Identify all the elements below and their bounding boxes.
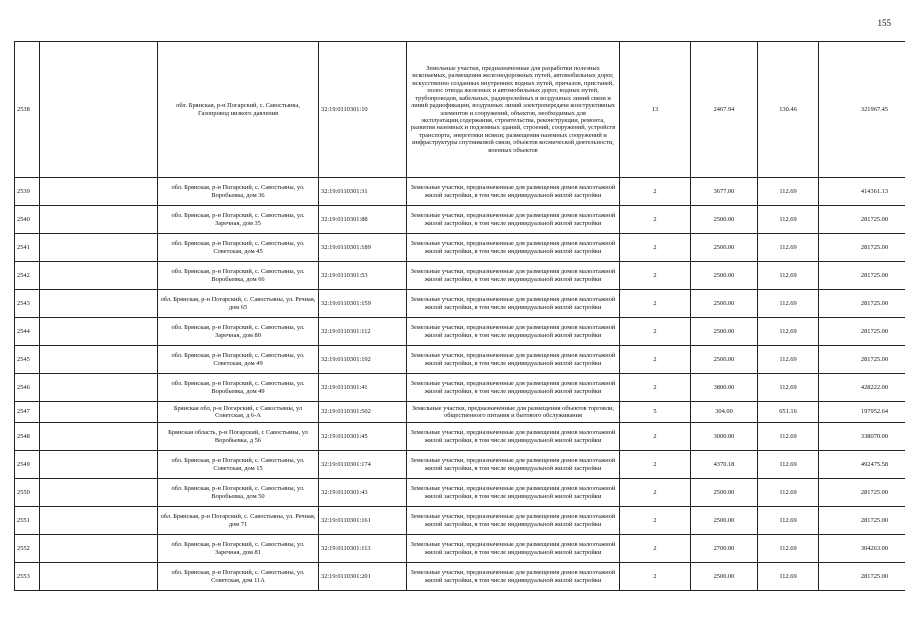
specific-value-cell: 112.69 [758, 346, 819, 374]
address-cell: обл. Брянская, р-н Погарский, с. Савостьяны, ул. Воробьевка, дом 36 [158, 178, 319, 206]
row-number: 2551 [15, 507, 40, 535]
group-cell: 2 [620, 507, 691, 535]
cadastral-number-cell: 32:19:0110301:41 [319, 374, 407, 402]
cadastral-value-cell: 281725.00 [819, 479, 905, 507]
cadastral-value-cell: 281725.00 [819, 262, 905, 290]
area-cell: 4370.18 [691, 451, 758, 479]
specific-value-cell: 112.69 [758, 374, 819, 402]
area-cell: 2500.00 [691, 234, 758, 262]
cadastral-number-cell: 32:19:0110301:201 [319, 563, 407, 591]
area-cell: 2500.00 [691, 346, 758, 374]
address-cell: обл. Брянская, р-н Погарский, с. Савостьяны, ул. Заречная, дом 80 [158, 318, 319, 346]
cadastral-number-cell: 32:19:0110301:112 [319, 318, 407, 346]
group-cell: 2 [620, 346, 691, 374]
cadastral-value-cell: 281725.00 [819, 318, 905, 346]
empty-cell [40, 262, 158, 290]
table-row [15, 290, 905, 318]
table-row [15, 206, 905, 234]
area-cell: 2500.00 [691, 290, 758, 318]
group-cell: 2 [620, 290, 691, 318]
row-number: 2540 [15, 206, 40, 234]
cadastral-value-cell: 281725.00 [819, 290, 905, 318]
address-cell: обл. Брянская, р-н Погарский, с. Савостьяны, ул. Воробьевка, дом 49 [158, 374, 319, 402]
land-use-cell: Земельные участки, предназначенные для размещения домов малоэтажной жилой застройки, в том числе индивидуальной жилой застройки [407, 563, 620, 591]
cadastral-value-cell: 281725.00 [819, 507, 905, 535]
land-use-cell: Земельные участки, предназначенные для размещения домов малоэтажной жилой застройки, в том числе индивидуальной жилой застройки [407, 479, 620, 507]
address-cell: Брянская область, р-н Погарский, с Савостьяны, ул Воробьевка, д 56 [158, 423, 319, 451]
table-row [15, 479, 905, 507]
page-number: 155 [877, 18, 891, 28]
area-cell: 2500.00 [691, 507, 758, 535]
specific-value-cell: 112.69 [758, 451, 819, 479]
specific-value-cell: 651.16 [758, 402, 819, 423]
table-row [15, 451, 905, 479]
cadastral-number-cell: 32:19:0110301:174 [319, 451, 407, 479]
specific-value-cell: 112.69 [758, 563, 819, 591]
table-row [15, 42, 905, 178]
group-cell: 2 [620, 451, 691, 479]
table-body [15, 42, 905, 591]
row-number: 2552 [15, 535, 40, 563]
row-number: 2541 [15, 234, 40, 262]
specific-value-cell: 112.69 [758, 318, 819, 346]
row-number: 2538 [15, 42, 40, 178]
specific-value-cell: 112.69 [758, 423, 819, 451]
address-cell: обл. Брянская, р-н Погарский, с. Савостьяны, ул. Воробьевка, дом 50 [158, 479, 319, 507]
empty-cell [40, 563, 158, 591]
address-cell: обл. Брянская, р-н Погарский, с. Савостьяны, ул. Речная, дом 65 [158, 290, 319, 318]
area-cell: 2500.00 [691, 206, 758, 234]
group-cell: 2 [620, 563, 691, 591]
row-number: 2550 [15, 479, 40, 507]
land-use-cell: Земельные участки, предназначенные для размещения домов малоэтажной жилой застройки, в том числе индивидуальной жилой застройки [407, 178, 620, 206]
specific-value-cell: 112.69 [758, 262, 819, 290]
land-use-cell: Земельные участки, предназначенные для размещения домов малоэтажной жилой застройки, в том числе индивидуальной жилой застройки [407, 535, 620, 563]
cadastral-number-cell: 32:19:0110301:161 [319, 507, 407, 535]
specific-value-cell: 112.69 [758, 479, 819, 507]
land-use-cell: Земельные участки, предназначенные для размещения домов малоэтажной жилой застройки, в том числе индивидуальной жилой застройки [407, 262, 620, 290]
specific-value-cell: 112.69 [758, 507, 819, 535]
cadastral-value-cell: 281725.00 [819, 563, 905, 591]
table-row [15, 374, 905, 402]
address-cell: обл. Брянская, р-н Погарский, с. Савостьяны, ул. Заречная, дом 81 [158, 535, 319, 563]
area-cell: 2500.00 [691, 563, 758, 591]
table-row [15, 178, 905, 206]
table-row [15, 402, 905, 423]
cadastral-value-cell: 321967.45 [819, 42, 905, 178]
table-row [15, 234, 905, 262]
cadastral-value-cell: 414361.13 [819, 178, 905, 206]
group-cell: 2 [620, 234, 691, 262]
cadastral-value-cell: 304263.00 [819, 535, 905, 563]
empty-cell [40, 178, 158, 206]
empty-cell [40, 318, 158, 346]
area-cell: 2500.00 [691, 262, 758, 290]
table-row [15, 346, 905, 374]
group-cell: 2 [620, 318, 691, 346]
table-row [15, 535, 905, 563]
table-row [15, 507, 905, 535]
empty-cell [40, 451, 158, 479]
specific-value-cell: 112.69 [758, 206, 819, 234]
empty-cell [40, 206, 158, 234]
empty-cell [40, 234, 158, 262]
specific-value-cell: 130.46 [758, 42, 819, 178]
cadastral-value-cell: 197952.64 [819, 402, 905, 423]
address-cell: обл. Брянская, р-н Погарский, с. Савостьяны, ул. Заречная, дом 35 [158, 206, 319, 234]
table-row [15, 262, 905, 290]
empty-cell [40, 346, 158, 374]
cadastral-value-cell: 281725.00 [819, 206, 905, 234]
specific-value-cell: 112.69 [758, 535, 819, 563]
empty-cell [40, 535, 158, 563]
address-cell: обл. Брянская, р-н Погарский, с. Савостьяны, ул. Советская, дом 11А [158, 563, 319, 591]
area-cell: 2500.00 [691, 318, 758, 346]
table-row [15, 563, 905, 591]
land-use-cell: Земельные участки, предназначенные для размещения домов малоэтажной жилой застройки, в том числе индивидуальной жилой застройки [407, 374, 620, 402]
row-number: 2545 [15, 346, 40, 374]
row-number: 2539 [15, 178, 40, 206]
land-use-cell: Земельные участки, предназначенные для размещения объектов торговли, общественного питания и бытового обслуживания [407, 402, 620, 423]
land-use-cell: Земельные участки, предназначенные для размещения домов малоэтажной жилой застройки, в том числе индивидуальной жилой застройки [407, 290, 620, 318]
row-number: 2548 [15, 423, 40, 451]
row-number: 2542 [15, 262, 40, 290]
empty-cell [40, 507, 158, 535]
cadastral-number-cell: 32:19:0110301:88 [319, 206, 407, 234]
empty-cell [40, 423, 158, 451]
group-cell: 2 [620, 262, 691, 290]
specific-value-cell: 112.69 [758, 178, 819, 206]
cadastral-value-cell: 281725.00 [819, 346, 905, 374]
group-cell: 2 [620, 423, 691, 451]
cadastral-number-cell: 32:19:0110301:31 [319, 178, 407, 206]
area-cell: 3000.00 [691, 423, 758, 451]
specific-value-cell: 112.69 [758, 234, 819, 262]
land-use-cell: Земельные участки, предназначенные для размещения домов малоэтажной жилой застройки, в том числе индивидуальной жилой застройки [407, 346, 620, 374]
cadastral-value-cell: 428222.00 [819, 374, 905, 402]
land-use-cell: Земельные участки, предназначенные для размещения домов малоэтажной жилой застройки, в том числе индивидуальной жилой застройки [407, 206, 620, 234]
address-cell: обл. Брянская, р-н Погарский, с. Савостьяны, ул. Советская, дом 45 [158, 234, 319, 262]
cadastral-number-cell: 32:19:0110301:113 [319, 535, 407, 563]
land-use-cell: Земельные участки, предназначенные для размещения домов малоэтажной жилой застройки, в том числе индивидуальной жилой застройки [407, 234, 620, 262]
row-number: 2549 [15, 451, 40, 479]
cadastral-number-cell: 32:19:0110301:10 [319, 42, 407, 178]
area-cell: 2700.00 [691, 535, 758, 563]
address-cell: обл. Брянская, р-н Погарский, с. Савостьяны, ул. Воробьевка, дом 66 [158, 262, 319, 290]
address-cell: обл. Брянская, р-н Погарский, с. Савостьяны, ул. Советская, дом 15 [158, 451, 319, 479]
group-cell: 13 [620, 42, 691, 178]
table-row [15, 423, 905, 451]
group-cell: 2 [620, 374, 691, 402]
address-cell: обл. Брянская, р-н Погарский, с. Савостьяны, ул. Советская, дом 49 [158, 346, 319, 374]
specific-value-cell: 112.69 [758, 290, 819, 318]
area-cell: 2467.94 [691, 42, 758, 178]
empty-cell [40, 42, 158, 178]
row-number: 2553 [15, 563, 40, 591]
area-cell: 304.00 [691, 402, 758, 423]
empty-cell [40, 402, 158, 423]
cadastral-number-cell: 32:19:0110301:45 [319, 423, 407, 451]
group-cell: 2 [620, 479, 691, 507]
group-cell: 2 [620, 178, 691, 206]
cadastral-number-cell: 32:19:0110301:53 [319, 262, 407, 290]
table-row [15, 318, 905, 346]
empty-cell [40, 479, 158, 507]
empty-cell [40, 290, 158, 318]
land-use-cell: Земельные участки, предназначенные для разработки полезных ископаемых, размещения железнодорожных путей, автомобильных дорог, искусственно созданных внутренних водных путей, причалов, пристаней, полос отвода железных и автомобильных дорог, водных путей, трубопроводов, кабельных, радиорелейных и воздушных линий связи и линий радиофикации, воздушных линий электропередачи конструктивных элементов и сооружений, объектов, необходимых для эксплуатации,содержания, строительства, реконструкции, ремонта, развития наземных и подземных зданий, строений, сооружений, устройств транспорта, энергетики исвязи; размещения наземных сооружений и инфраструктуры спутниковой связи, объектов космической деятельности, военных объектов [407, 42, 620, 178]
area-cell: 2500.00 [691, 479, 758, 507]
land-use-cell: Земельные участки, предназначенные для размещения домов малоэтажной жилой застройки, в том числе индивидуальной жилой застройки [407, 507, 620, 535]
area-cell: 3800.00 [691, 374, 758, 402]
cadastral-number-cell: 32:19:0110301:189 [319, 234, 407, 262]
cadastral-number-cell: 32:19:0110301:502 [319, 402, 407, 423]
empty-cell [40, 374, 158, 402]
cadastral-number-cell: 32:19:0110301:192 [319, 346, 407, 374]
row-number: 2547 [15, 402, 40, 423]
land-use-cell: Земельные участки, предназначенные для размещения домов малоэтажной жилой застройки, в том числе индивидуальной жилой застройки [407, 318, 620, 346]
area-cell: 3677.00 [691, 178, 758, 206]
group-cell: 2 [620, 206, 691, 234]
land-use-cell: Земельные участки, предназначенные для размещения домов малоэтажной жилой застройки, в том числе индивидуальной жилой застройки [407, 451, 620, 479]
cadastral-value-cell: 492475.58 [819, 451, 905, 479]
cadastral-value-table [14, 41, 905, 591]
cadastral-value-cell: 281725.00 [819, 234, 905, 262]
row-number: 2543 [15, 290, 40, 318]
group-cell: 5 [620, 402, 691, 423]
row-number: 2544 [15, 318, 40, 346]
row-number: 2546 [15, 374, 40, 402]
address-cell: обл. Брянская, р-н Погарский, с. Савостьяны, ул. Речная, дом 71 [158, 507, 319, 535]
cadastral-value-cell: 338070.00 [819, 423, 905, 451]
address-cell: Брянская обл, р-н Погарский, с Савостьяны, ул Советская, д 6-А [158, 402, 319, 423]
cadastral-number-cell: 32:19:0110301:43 [319, 479, 407, 507]
cadastral-number-cell: 32:19:0110301:159 [319, 290, 407, 318]
land-use-cell: Земельные участки, предназначенные для размещения домов малоэтажной жилой застройки, в том числе индивидуальной жилой застройки [407, 423, 620, 451]
address-cell: обл. Брянская, р-н Погарский, с. Савостьяны, Газопровод низкого давления [158, 42, 319, 178]
group-cell: 2 [620, 535, 691, 563]
